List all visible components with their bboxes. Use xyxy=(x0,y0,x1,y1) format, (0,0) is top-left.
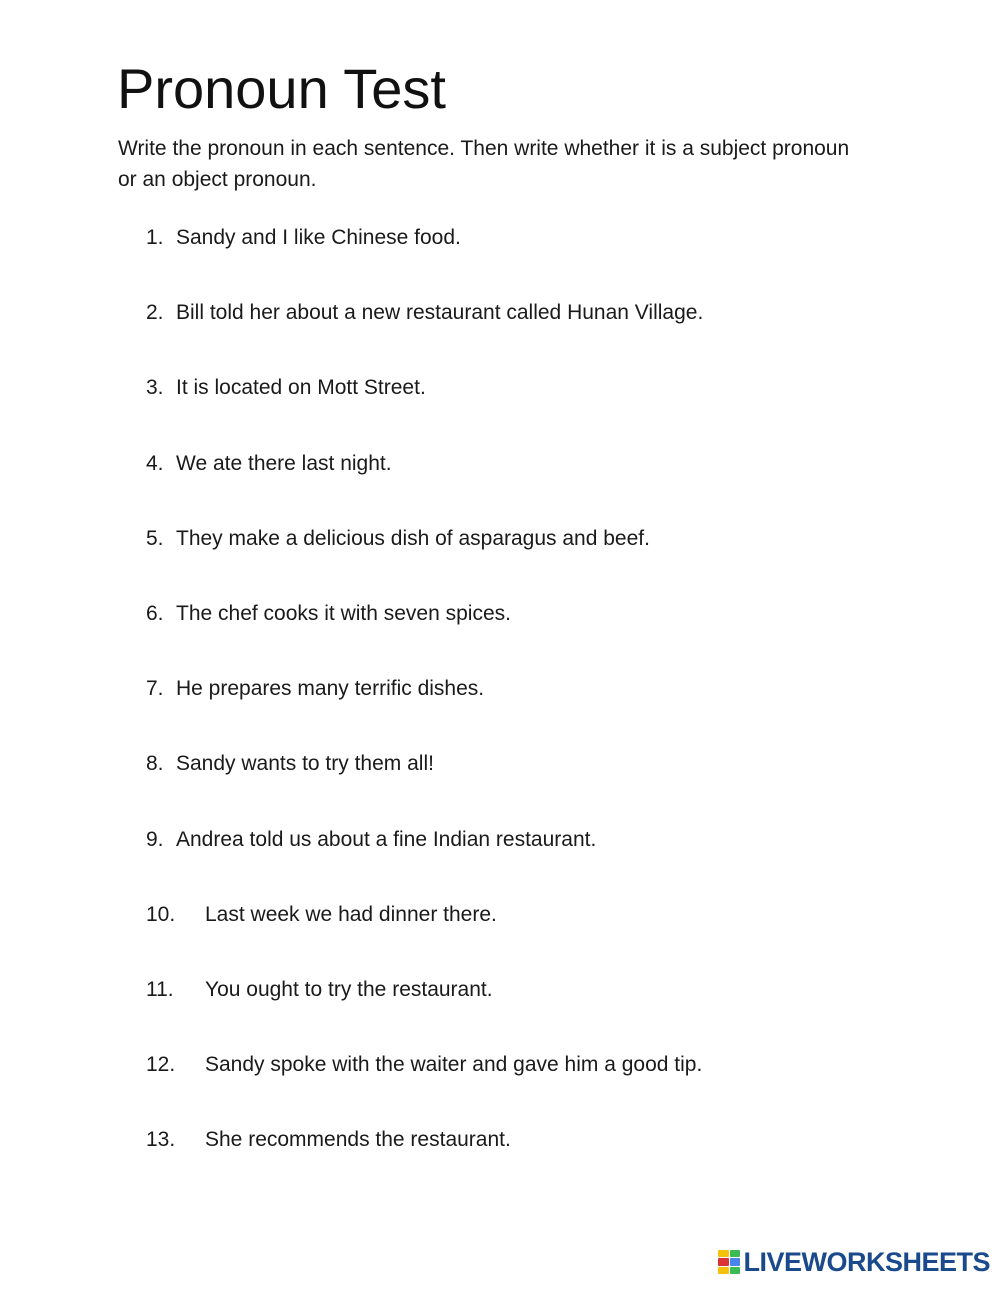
question-text: She recommends the restaurant. xyxy=(205,1128,511,1152)
logo-block xyxy=(730,1250,741,1257)
question-number: 8. xyxy=(146,752,164,776)
question-item xyxy=(0,974,1000,1049)
logo-block xyxy=(730,1258,741,1265)
question-text: Bill told her about a new restaurant called Hunan Village. xyxy=(176,301,704,325)
question-item xyxy=(0,222,1000,297)
question-item xyxy=(0,448,1000,523)
question-number: 13. xyxy=(146,1128,176,1152)
question-text: He prepares many terrific dishes. xyxy=(176,677,485,701)
question-number: 3. xyxy=(146,376,164,400)
question-text: Last week we had dinner there. xyxy=(205,902,497,926)
question-item xyxy=(0,523,1000,598)
question-text: Sandy spoke with the waiter and gave him a good tip. xyxy=(205,1053,703,1077)
question-item xyxy=(0,372,1000,447)
logo-block xyxy=(730,1267,741,1274)
question-item xyxy=(0,748,1000,823)
question-text: We ate there last night. xyxy=(176,451,392,475)
question-list xyxy=(0,222,1000,1199)
question-item xyxy=(0,297,1000,372)
question-text: Sandy wants to try them all! xyxy=(176,752,434,776)
question-number: 1. xyxy=(146,226,164,249)
question-item xyxy=(0,598,1000,673)
question-text: You ought to try the restaurant. xyxy=(205,977,493,1001)
question-item xyxy=(0,1124,1000,1199)
logo-block xyxy=(718,1267,729,1274)
question-text: They make a delicious dish of asparagus and beef. xyxy=(176,526,650,550)
question-number: 5. xyxy=(146,526,164,550)
question-item xyxy=(0,673,1000,748)
question-number: 12. xyxy=(146,1053,176,1077)
question-item xyxy=(0,1049,1000,1124)
question-text: Andrea told us about a fine Indian restaurant. xyxy=(176,827,597,851)
question-number: 6. xyxy=(146,601,164,625)
liveworksheets-brand xyxy=(718,1249,990,1275)
question-number: 7. xyxy=(146,677,164,701)
question-item xyxy=(0,824,1000,899)
question-text: The chef cooks it with seven spices. xyxy=(176,601,511,625)
instructions-text: Write the pronoun in each sentence. Then write whether it is a subject pronoun or an object pronoun. xyxy=(118,137,850,191)
question-number: 10. xyxy=(146,902,176,926)
question-number: 4. xyxy=(146,451,164,475)
question-text: Sandy and I like Chinese food. xyxy=(176,226,461,249)
logo-block xyxy=(718,1258,729,1265)
page-title: Pronoun Test xyxy=(117,57,446,120)
question-number: 2. xyxy=(146,301,164,325)
question-item xyxy=(0,899,1000,974)
liveworksheets-logo-icon xyxy=(718,1250,740,1274)
question-number: 9. xyxy=(146,827,164,851)
question-number: 11. xyxy=(146,977,174,1001)
brand-text: LIVEWORKSHEETS xyxy=(743,1247,990,1277)
question-text: It is located on Mott Street. xyxy=(176,376,426,400)
logo-block xyxy=(718,1250,729,1257)
